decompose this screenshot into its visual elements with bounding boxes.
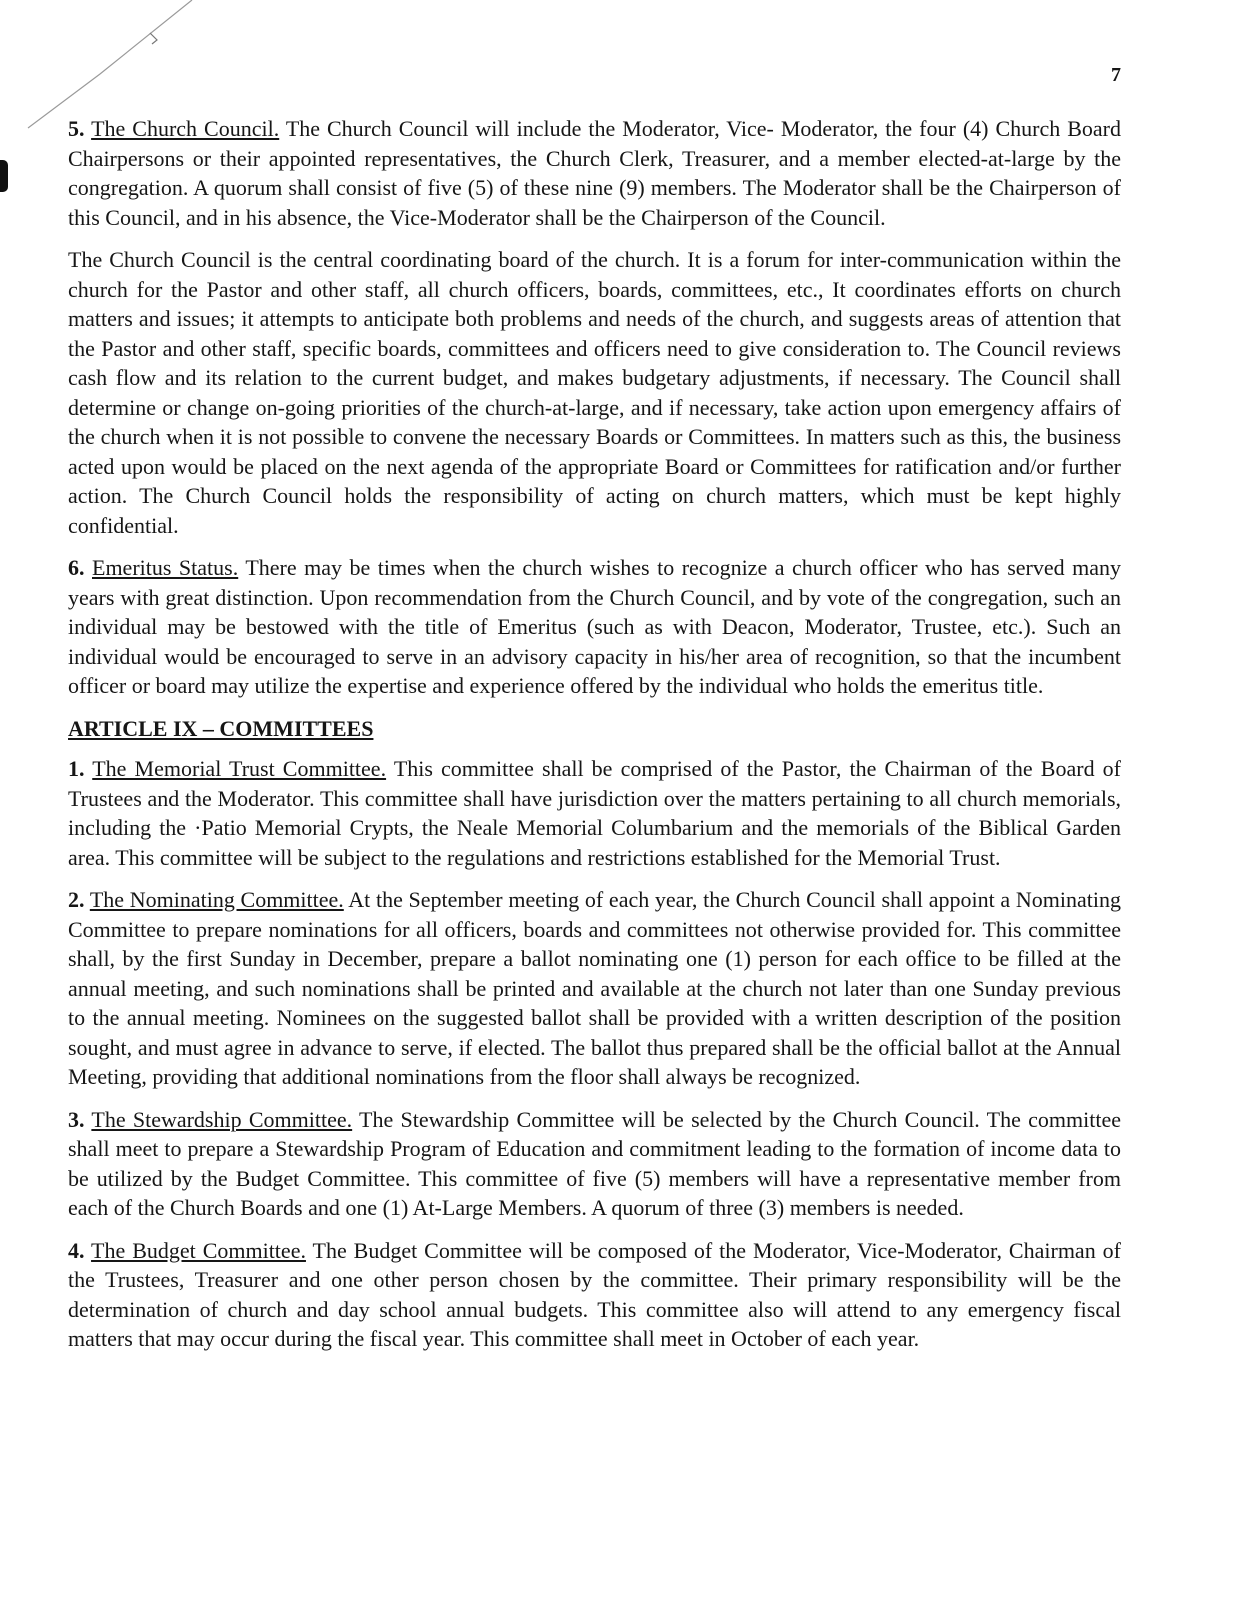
page-number: 7 <box>1111 64 1121 86</box>
section-number: 6. <box>68 555 85 580</box>
section-church-council-description: The Church Council is the central coordinating board of the church. It is a forum for inter-communication within the church for the Pastor and other staff, all church officers, boards, committees, etc., It coordinates efforts on church matters and issues; it attempts to anticipate both problems and needs of the church, and suggests areas of attention that the Pastor and other staff, specific boards, committees and officers need to give consideration to. The Council reviews cash flow and its relation to the current budget, and makes budgetary adjustments, if necessary. The Council shall determine or change on-going priorities of the church-at-large, and if necessary, take action upon emergency affairs of the church when it is not possible to convene the necessary Boards or Committees. In matters such as this, the business acted upon would be placed on the next agenda of the appropriate Board or Committees for ratification and/or further action. The Church Council holds the responsibility of acting on church matters, which must be kept highly confidential. <box>68 247 1121 538</box>
article-heading: ARTICLE IX – COMMITTEES <box>68 715 374 741</box>
committee-number: 1. <box>68 756 85 781</box>
section-number: 5. <box>68 116 85 141</box>
section-title: Emeritus Status. <box>92 555 239 580</box>
scan-edge-mark <box>0 160 8 192</box>
committee-stewardship <box>68 1105 1121 1223</box>
committee-memorial-trust <box>68 754 1121 872</box>
section-emeritus-status <box>68 553 1121 701</box>
section-text: The Church Council will include the Moderator, Vice- Moderator, the four (4) Church Board Chairpersons or their appointed representatives, the Church Clerk, Treasurer, and a member elected-at-large by the congregation. A quorum shall consist of five (5) of these nine (9) members. The Moderator shall be the Chairperson of this Council, and in his absence, the Vice-Moderator shall be the Chairperson of the Council. <box>68 116 1121 230</box>
committee-text: The Stewardship Committee will be selected by the Church Council. The committee shall meet to prepare a Stewardship Program of Education and commitment leading to the formation of income data to be utilized by the Budget Committee. This committee of five (5) members will have a representative member from each of the Church Boards and one (1) At-Large Members. A quorum of three (3) members is needed. <box>68 1106 1121 1220</box>
section-church-council <box>68 114 1121 232</box>
document-body <box>68 114 1121 1367</box>
committee-title: The Nominating Committee. <box>89 887 344 912</box>
committee-number: 4. <box>68 1237 85 1263</box>
committee-nominating <box>68 885 1121 1092</box>
committee-budget <box>68 1236 1121 1354</box>
section-text: There may be times when the church wishes to recognize a church officer who has served many years with great distinction. Upon recommendation from the Church Council, and by vote of the congregation, such an individual may be bestowed with the title of Emeritus (such as with Deacon, Moderator, Trustee, etc.). Such an individual would be encouraged to serve in an advisory capacity in his/her area of recognition, so that the incumbent officer or board may utilize the expertise and experience offered by the individual who holds the emeritus title. <box>68 555 1121 698</box>
scan-stroke-mark <box>0 0 200 130</box>
committee-text: At the September meeting of each year, the Church Council shall appoint a Nominating Committee to prepare nominations for all officers, boards and committees not otherwise provided for. This committee shall, by the first Sunday in December, prepare a ballot nominating one (1) person for each office to be filled at the annual meeting, and such nominations shall be printed and available at the church not later than one Sunday previous to the annual meeting. Nominees on the suggested ballot shall be provided with a written description of the position sought, and must agree in advance to serve, if elected. The ballot thus prepared shall be the official ballot at the Annual Meeting, providing that additional nominations from the floor shall always be recognized. <box>68 887 1121 1089</box>
committee-number: 3. <box>68 1106 85 1132</box>
section-title: The Church Council. <box>91 116 280 141</box>
committee-number: 2. <box>68 887 85 912</box>
committee-title: The Memorial Trust Committee. <box>92 756 387 781</box>
committee-text: This committee shall be comprised of the Pastor, the Chairman of the Board of Trustees and the Moderator. This committee shall have jurisdiction over the matters pertaining to all church memorials, including the ·Patio Memorial Crypts, the Neale Memorial Columbarium and the memorials of the Biblical Garden area. This committee will be subject to the regulations and restrictions established for the Memorial Trust. <box>68 756 1122 870</box>
committee-text: The Budget Committee will be composed of the Moderator, Vice-Moderator, Chairman of the Trustees, Treasurer and one other person chosen by the committee. Their primary responsibility will be the determination of church and day school annual budgets. This committee also will attend to any emergency fiscal matters that may occur during the fiscal year. This committee shall meet in October of each year. <box>68 1237 1121 1351</box>
committee-title: The Budget Committee. <box>91 1237 306 1263</box>
committee-title: The Stewardship Committee. <box>91 1106 353 1132</box>
